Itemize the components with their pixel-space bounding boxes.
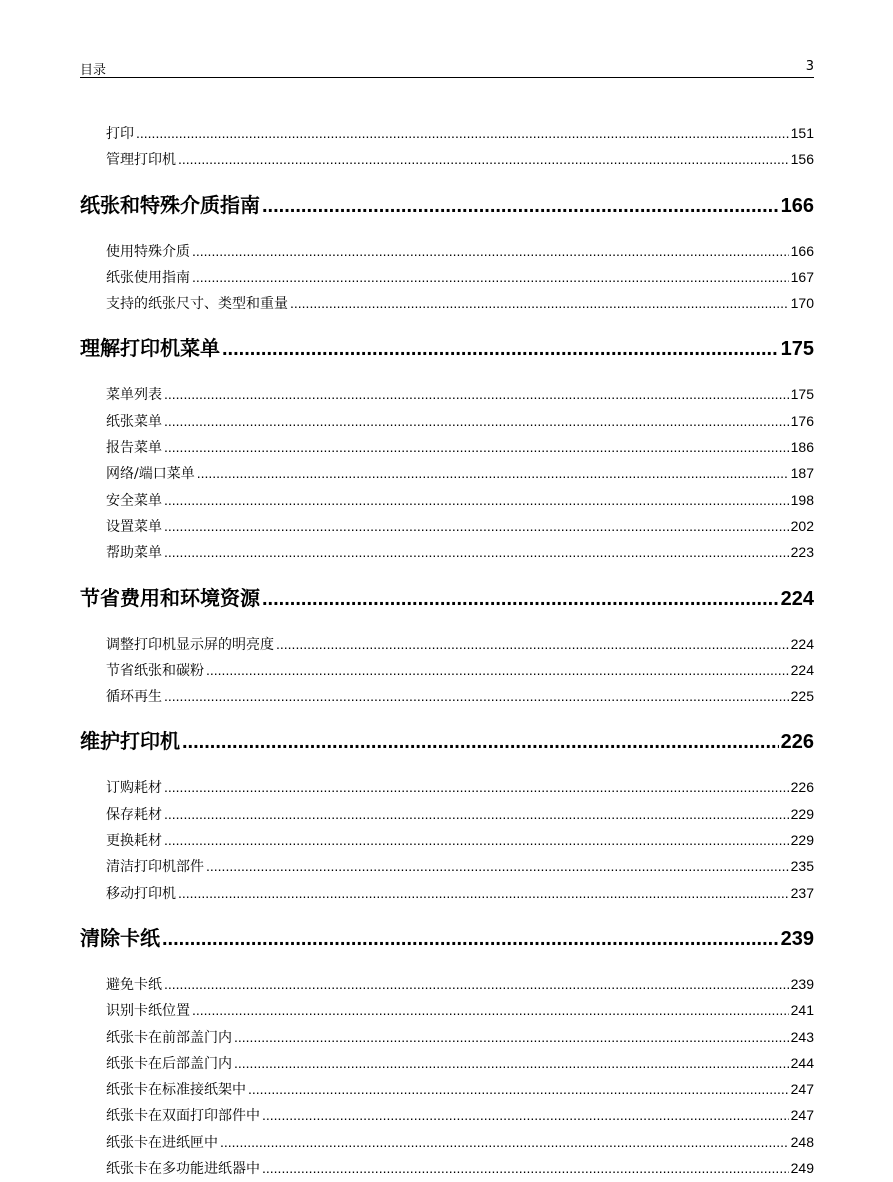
toc-page-number: 229	[790, 805, 814, 822]
toc-page-number: 237	[790, 884, 814, 901]
toc-section-heading[interactable]	[80, 173, 814, 238]
toc-page-number: 243	[790, 1028, 814, 1045]
dot-leader	[136, 120, 789, 147]
page-header	[80, 57, 814, 78]
toc-leader-line	[106, 801, 814, 828]
toc-title: 避免卡纸	[106, 976, 162, 993]
dot-leader	[162, 925, 779, 953]
toc-page-number: 249	[790, 1160, 814, 1177]
toc-page-number: 170	[790, 295, 814, 312]
dot-leader	[182, 728, 779, 756]
toc-leader-line	[106, 1076, 814, 1103]
toc-page-number: 239	[790, 975, 814, 992]
dot-leader	[164, 774, 789, 801]
toc-leader-line	[106, 264, 814, 291]
toc-entry[interactable]	[80, 801, 814, 827]
dot-leader	[220, 1129, 789, 1156]
toc-entry[interactable]	[80, 539, 814, 565]
dot-leader	[222, 335, 779, 363]
toc-leader-line	[106, 683, 814, 710]
toc-entry[interactable]	[80, 264, 814, 290]
dot-leader	[192, 238, 789, 265]
toc-entry[interactable]	[80, 683, 814, 709]
toc-title: 纸张卡在后部盖门内	[106, 1055, 232, 1072]
dot-leader	[262, 192, 779, 220]
toc-leader-line	[80, 925, 814, 953]
toc-page-number: 151	[790, 125, 814, 141]
toc-title: 更换耗材	[106, 833, 162, 850]
dot-leader	[234, 1050, 789, 1077]
toc-section-heading[interactable]	[80, 316, 814, 381]
toc-page-number: 198	[790, 491, 814, 508]
toc-title: 支持的纸张尺寸、类型和重量	[106, 296, 288, 313]
toc-page-number: 167	[790, 268, 814, 285]
toc-title: 纸张和特殊介质指南	[80, 192, 260, 217]
toc-entry[interactable]	[80, 631, 814, 657]
toc-title: 管理打印机	[106, 152, 176, 169]
toc-page-number: 224	[790, 661, 814, 678]
toc-page-number: 186	[790, 439, 814, 456]
dot-leader	[164, 381, 789, 408]
dot-leader	[164, 513, 789, 540]
toc-title: 纸张卡在双面打印部件中	[106, 1108, 260, 1125]
toc-entry[interactable]	[80, 146, 814, 172]
toc-title: 维护打印机	[80, 729, 180, 754]
toc-entry[interactable]	[80, 971, 814, 997]
toc-entry[interactable]	[80, 238, 814, 264]
toc-entry[interactable]	[80, 657, 814, 683]
toc-entry[interactable]	[80, 880, 814, 906]
dot-leader	[248, 1076, 789, 1103]
toc-leader-line	[106, 1024, 814, 1051]
toc-entry[interactable]	[80, 1024, 814, 1050]
dot-leader	[290, 290, 789, 317]
dot-leader	[164, 683, 789, 710]
toc-page-number: 235	[790, 858, 814, 875]
toc-title: 节省纸张和碳粉	[106, 662, 204, 679]
toc-section-heading[interactable]	[80, 906, 814, 971]
dot-leader	[234, 1024, 789, 1051]
toc-title: 纸张菜单	[106, 413, 162, 430]
toc-title: 调整打印机显示屏的明亮度	[106, 636, 274, 653]
toc-page-number: 202	[790, 517, 814, 534]
toc-leader-line	[80, 728, 814, 756]
toc-title: 保存耗材	[106, 806, 162, 823]
toc-title: 循环再生	[106, 689, 162, 706]
toc-page-number: 244	[790, 1054, 814, 1071]
toc-entry[interactable]	[80, 290, 814, 316]
toc-entry[interactable]	[80, 997, 814, 1023]
toc-leader-line	[80, 192, 814, 220]
dot-leader	[164, 801, 789, 828]
toc-title: 移动打印机	[106, 885, 176, 902]
toc-entry[interactable]	[80, 434, 814, 460]
toc-title: 菜单列表	[106, 387, 162, 404]
toc-title: 报告菜单	[106, 440, 162, 457]
toc-title: 纸张卡在进纸匣中	[106, 1134, 218, 1151]
toc-title: 节省费用和环境资源	[80, 585, 260, 610]
toc-page-number: 156	[790, 151, 814, 168]
toc-leader-line	[106, 1129, 814, 1156]
toc-page-number: 225	[790, 688, 814, 705]
dot-leader	[164, 539, 789, 566]
toc-page-number: 226	[790, 779, 814, 796]
toc-leader-line	[106, 657, 814, 684]
toc-leader-line	[106, 238, 814, 265]
toc-page-number: 166	[790, 242, 814, 259]
toc-leader-line	[106, 381, 814, 408]
toc-title: 帮助菜单	[106, 545, 162, 562]
toc-page-number: 224	[790, 635, 814, 652]
toc-title: 使用特殊介质	[106, 243, 190, 260]
toc-leader-line	[106, 539, 814, 566]
toc-entry[interactable]	[80, 827, 814, 853]
toc-leader-line	[106, 853, 814, 880]
toc-entry[interactable]	[80, 1076, 814, 1102]
toc-title: 清除卡纸	[80, 925, 160, 950]
toc-leader-line	[106, 774, 814, 801]
dot-leader	[192, 264, 789, 291]
dot-leader	[206, 657, 789, 684]
toc-entry[interactable]	[80, 120, 814, 146]
toc-leader-line	[80, 585, 814, 613]
toc-leader-line	[106, 1155, 814, 1182]
toc-title: 清洁打印机部件	[106, 859, 204, 876]
toc-leader-line	[106, 120, 814, 147]
dot-leader	[164, 408, 789, 435]
toc-leader-line	[106, 971, 814, 998]
toc-page-number: 175	[780, 338, 814, 361]
toc-entry[interactable]	[80, 381, 814, 407]
toc-page-number: 241	[790, 1002, 814, 1019]
toc-page-number: 223	[790, 544, 814, 561]
toc-title: 纸张卡在前部盖门内	[106, 1029, 232, 1046]
toc-leader-line	[106, 631, 814, 658]
toc-leader-line	[106, 408, 814, 435]
dot-leader	[178, 880, 789, 907]
table-of-contents	[80, 120, 814, 1181]
toc-entry[interactable]	[80, 774, 814, 800]
dot-leader	[262, 585, 779, 613]
toc-title: 订购耗材	[106, 780, 162, 797]
toc-entry[interactable]	[80, 1050, 814, 1076]
toc-page-number: 166	[780, 194, 814, 217]
toc-page-number: 224	[780, 587, 814, 610]
dot-leader	[262, 1155, 789, 1182]
toc-page-number: 226	[780, 731, 814, 754]
dot-leader	[197, 460, 789, 487]
toc-leader-line	[106, 513, 814, 540]
toc-page-number: 229	[790, 832, 814, 849]
toc-leader-line	[106, 1050, 814, 1077]
dot-leader	[164, 971, 789, 998]
toc-page-number: 187	[790, 465, 814, 482]
dot-leader	[192, 997, 789, 1024]
header-page-number: 3	[805, 59, 814, 74]
toc-page-number: 247	[790, 1081, 814, 1098]
toc-page-number: 239	[780, 927, 814, 950]
toc-page-number: 248	[790, 1133, 814, 1150]
toc-page-number: 247	[790, 1107, 814, 1124]
toc-entry[interactable]	[80, 1155, 814, 1181]
toc-title: 纸张卡在标准接纸架中	[106, 1082, 246, 1099]
toc-title: 识别卡纸位置	[106, 1003, 190, 1020]
toc-entry[interactable]	[80, 513, 814, 539]
toc-entry[interactable]	[80, 460, 814, 486]
toc-entry[interactable]	[80, 853, 814, 879]
toc-title: 安全菜单	[106, 492, 162, 509]
toc-page-number: 175	[790, 386, 814, 403]
toc-entry[interactable]	[80, 487, 814, 513]
toc-title: 理解打印机菜单	[80, 336, 220, 361]
toc-leader-line	[106, 1102, 814, 1129]
toc-section-heading[interactable]	[80, 709, 814, 774]
toc-leader-line	[106, 434, 814, 461]
dot-leader	[164, 827, 789, 854]
dot-leader	[276, 631, 789, 658]
dot-leader	[178, 146, 789, 173]
toc-leader-line	[106, 487, 814, 514]
toc-page-number: 176	[790, 412, 814, 429]
toc-leader-line	[80, 335, 814, 363]
toc-leader-line	[106, 997, 814, 1024]
toc-entry[interactable]	[80, 1102, 814, 1128]
dot-leader	[206, 853, 789, 880]
dot-leader	[164, 434, 789, 461]
toc-entry[interactable]	[80, 1129, 814, 1155]
toc-title: 纸张使用指南	[106, 269, 190, 286]
toc-title: 打印	[106, 126, 134, 142]
toc-title: 纸张卡在多功能进纸器中	[106, 1161, 260, 1178]
toc-leader-line	[106, 460, 814, 487]
toc-entry[interactable]	[80, 408, 814, 434]
toc-section-heading[interactable]	[80, 566, 814, 631]
header-title: 目录	[80, 63, 107, 78]
dot-leader	[164, 487, 789, 514]
toc-leader-line	[106, 880, 814, 907]
toc-leader-line	[106, 146, 814, 173]
toc-title: 网络/端口菜单	[106, 466, 195, 483]
toc-leader-line	[106, 290, 814, 317]
dot-leader	[262, 1102, 789, 1129]
toc-title: 设置菜单	[106, 518, 162, 535]
toc-leader-line	[106, 827, 814, 854]
